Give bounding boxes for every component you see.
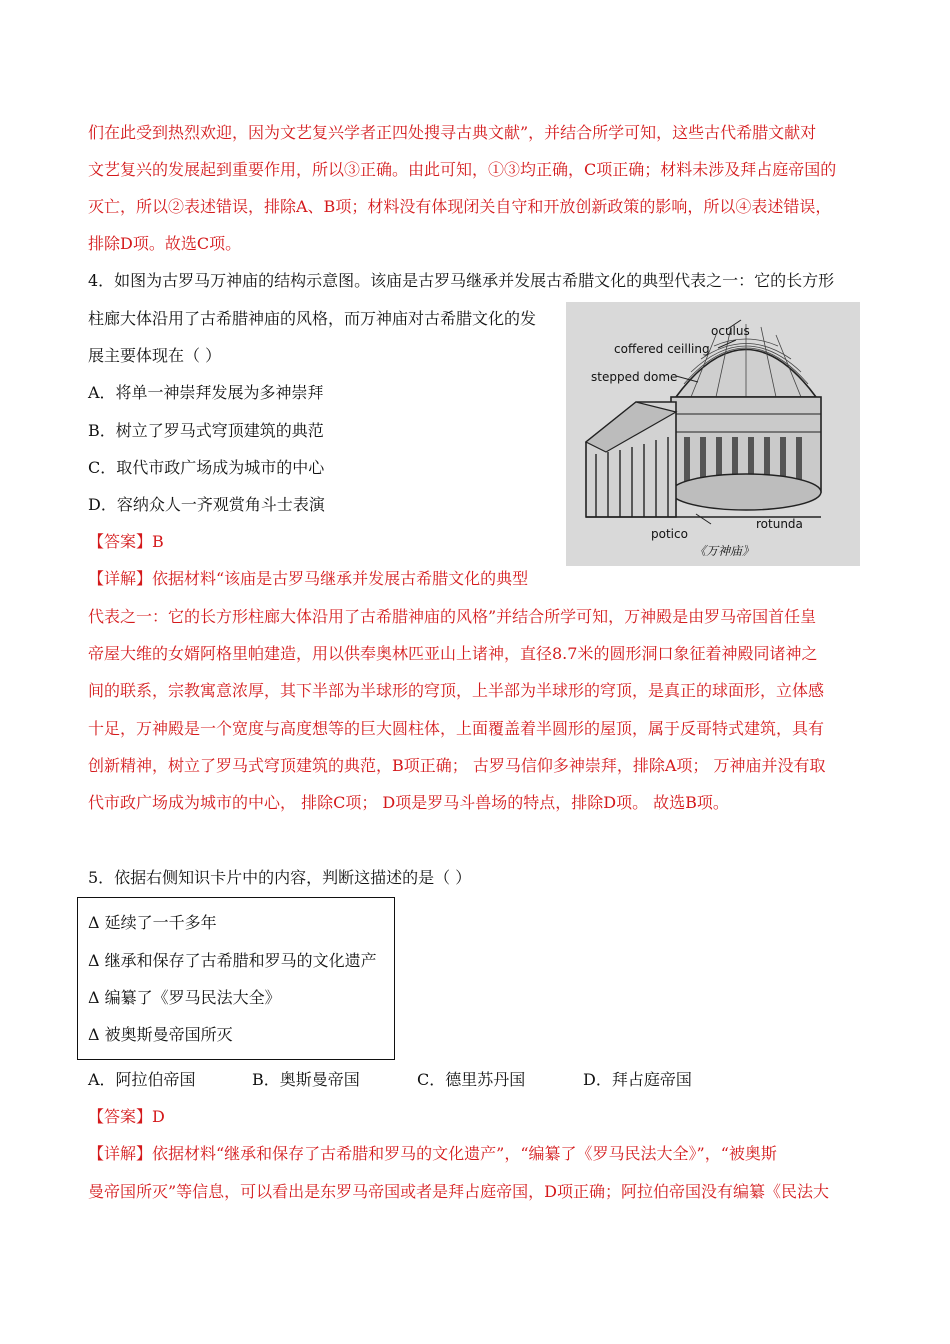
label-stepped-dome: stepped dome xyxy=(591,370,678,384)
q4-option-d: D．容纳众人一齐观赏角斗士表演 xyxy=(88,495,325,514)
q4-explanation-line-3: 帝屋大维的女婿阿格里帕建造，用以供奉奥林匹亚山上诸神，直径8.7米的圆形洞口象征着神殿同诸神之 xyxy=(88,644,818,663)
pantheon-figure xyxy=(566,302,860,566)
q3-explanation-line-1: 们在此受到热烈欢迎，因为文艺复兴学者正四处搜寻古典文献”，并结合所学可知，这些古代希腊文献对 xyxy=(88,123,817,142)
card-item-1: Δ 延续了一千多年 xyxy=(88,913,217,932)
q4-explanation-line-6: 创新精神，树立了罗马式穹顶建筑的典范，B项正确； 古罗马信仰多神崇拜，排除A项； 万神庙并没有取 xyxy=(88,756,826,775)
q5-option-a: A．阿拉伯帝国 xyxy=(88,1070,196,1089)
card-item-3: Δ 编纂了《罗马民法大全》 xyxy=(88,988,281,1007)
figure-caption: 《万神庙》 xyxy=(694,544,755,558)
card-item-4: Δ 被奥斯曼帝国所灭 xyxy=(88,1025,233,1044)
q4-explanation-line-2: 代表之一：它的长方形柱廊大体沿用了古希腊神庙的风格”并结合所学可知，万神殿是由罗马帝国首任皇 xyxy=(88,607,817,626)
label-oculus: oculus xyxy=(711,324,750,338)
q4-explanation-line-5: 十足，万神殿是一个宽度与高度想等的巨大圆柱体，上面覆盖着半圆形的屋顶，属于反哥特式建筑，具有 xyxy=(88,719,825,738)
q4-option-a: A．将单一神崇拜发展为多神崇拜 xyxy=(88,383,324,402)
label-rotunda: rotunda xyxy=(756,517,803,531)
knowledge-card xyxy=(77,897,395,1060)
q4-explanation-line-4: 间的联系，宗教寓意浓厚，其下半部为半球形的穹顶，上半部为半球形的穹顶，是真正的球面形，立体感 xyxy=(88,681,825,700)
label-coffered-ceiling: coffered ceilling xyxy=(614,342,710,356)
q3-explanation-line-2: 文艺复兴的发展起到重要作用，所以③正确。由此可知，①③均正确，C项正确；材料未涉及拜占庭帝国的 xyxy=(88,160,837,179)
q4-stem-line-3: 展主要体现在（ ） xyxy=(88,346,222,365)
q4-option-c: C．取代市政广场成为城市的中心 xyxy=(88,458,325,477)
q4-stem-line-1: 4．如图为古罗马万神庙的结构示意图。该庙是古罗马继承并发展古希腊文化的典型代表之一：它的长方形 xyxy=(88,271,835,290)
label-potico: potico xyxy=(651,527,688,541)
q3-explanation-line-4: 排除D项。故选C项。 xyxy=(88,234,242,253)
q5-stem: 5．依据右侧知识卡片中的内容，判断这描述的是（ ） xyxy=(88,868,472,887)
q4-stem-line-2: 柱廊大体沿用了古希腊神庙的风格，而万神庙对古希腊文化的发 xyxy=(88,309,537,328)
q4-explanation-line-1: 【详解】依据材料“该庙是古罗马继承并发展古希腊文化的典型 xyxy=(88,569,529,588)
q4-answer: 【答案】B xyxy=(88,532,164,551)
card-item-2: Δ 继承和保存了古希腊和罗马的文化遗产 xyxy=(88,951,377,970)
q5-answer: 【答案】D xyxy=(88,1107,165,1126)
q4-option-b: B．树立了罗马式穹顶建筑的典范 xyxy=(88,421,324,440)
q4-explanation-line-7: 代市政广场成为城市的中心， 排除C项； D项是罗马斗兽场的特点，排除D项。 故选B项。 xyxy=(88,793,729,812)
q5-option-b: B．奥斯曼帝国 xyxy=(252,1070,360,1089)
q5-option-d: D．拜占庭帝国 xyxy=(583,1070,692,1089)
q5-explanation-line-1: 【详解】依据材料“继承和保存了古希腊和罗马的文化遗产”，“编纂了《罗马民法大全》”，“被奥斯 xyxy=(88,1144,777,1163)
q3-explanation-line-3: 灭亡，所以②表述错误，排除A、B项；材料没有体现闭关自守和开放创新政策的影响，所以④表述错误， xyxy=(88,197,832,216)
q5-option-c: C．德里苏丹国 xyxy=(417,1070,526,1089)
q5-explanation-line-2: 曼帝国所灭”等信息，可以看出是东罗马帝国或者是拜占庭帝国，D项正确；阿拉伯帝国没有编纂《民法大 xyxy=(88,1182,830,1201)
